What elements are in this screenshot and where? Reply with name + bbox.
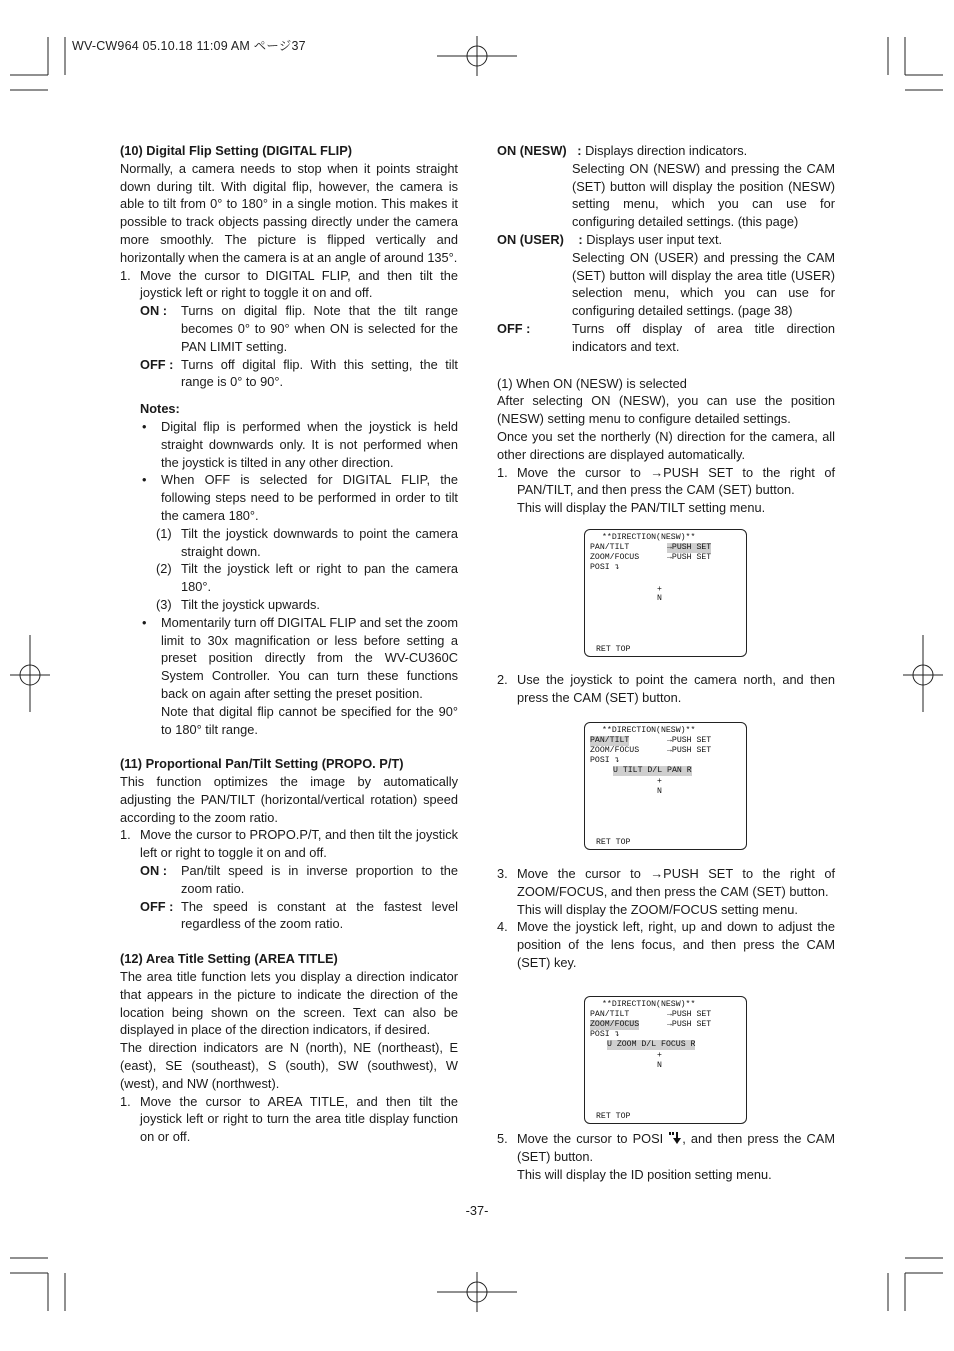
nesw-step-1 bbox=[497, 464, 835, 517]
menu-push-set-pan-tilt: →PUSH SET bbox=[667, 736, 712, 745]
step-number: 1. bbox=[120, 1093, 131, 1109]
nesw-step-5-block bbox=[497, 1130, 835, 1183]
step-number: 2. bbox=[497, 672, 508, 687]
section-12-title: (12) Area Title Setting (AREA TITLE) bbox=[120, 951, 338, 967]
note-text-extra: Note that digital flip cannot be specified for the 90° to 180° tilt range. bbox=[161, 703, 458, 737]
step-number: 1. bbox=[497, 464, 508, 480]
menu-item-zoom-focus: ZOOM/FOCUS bbox=[590, 746, 640, 755]
menu-push-set-zoom-focus: →PUSH SET bbox=[667, 746, 712, 755]
option-head: Displays user input text. bbox=[586, 231, 723, 247]
step-number: 3. bbox=[497, 866, 508, 881]
option-key: ON : bbox=[140, 303, 168, 319]
menu-item-zoom-focus: ZOOM/FOCUS bbox=[590, 553, 640, 562]
step-text: Use the joystick to point the camera north, and then press the CAM (SET) button. bbox=[517, 672, 835, 705]
center-cross: + bbox=[657, 585, 662, 594]
right-column bbox=[497, 142, 835, 517]
option-key: OFF : bbox=[140, 898, 174, 914]
menu-push-set-pan-tilt: →PUSH SET bbox=[667, 1010, 712, 1019]
menu-item-posi: POSI ↴ bbox=[590, 563, 620, 572]
section-12-intro-2: The direction indicators are N (north), NE (northeast), E (east), SE (southeast), S (south), SW (southwest), W (west), and NW (northwest). bbox=[120, 1040, 458, 1091]
digital-flip-off-option bbox=[120, 356, 458, 392]
direction-menu-screen-2 bbox=[584, 722, 747, 850]
menu-item-posi: POSI ↴ bbox=[590, 1030, 620, 1039]
option-key: ON (NESW) bbox=[497, 143, 567, 158]
center-cross: + bbox=[657, 777, 662, 786]
menu-push-set-zoom-focus: →PUSH SET bbox=[667, 553, 712, 562]
step-number: 4. bbox=[497, 919, 508, 935]
option-text: Turns on digital flip. Note that the tilt range becomes 0° to 90° when ON is selected for the PAN LIMIT setting. bbox=[181, 303, 458, 354]
area-title-off-option bbox=[497, 320, 835, 356]
note-substep bbox=[120, 596, 458, 614]
control-hint: U TILT D/L PAN R bbox=[613, 766, 692, 775]
note-text-main: Momentarily turn off DIGITAL FLIP and set the zoom limit to 30x magnification or less before setting a preset position directly from the WV-CU360C System Controller. You can turn these functions back on again after setting the preset position. bbox=[161, 614, 458, 701]
section-12-intro-1: The area title function lets you display a direction indicator that appears in the picture to indicate the direction of the location being shown on the screen. Text can also be displayed in place of the direction indicators, if desired. bbox=[120, 969, 458, 1038]
step-number: 5. bbox=[497, 1131, 508, 1146]
option-body: Selecting ON (NESW) and pressing the CAM (SET) button will display the position (NESW) setting menu, which you can use for configuring detailed settings. (this page) bbox=[572, 160, 835, 230]
bullet: • bbox=[142, 614, 147, 630]
nesw-step-2 bbox=[497, 671, 835, 707]
substep-text: Tilt the joystick left or right to pan the camera 180°. bbox=[181, 561, 458, 595]
substep-text: Tilt the joystick downwards to point the camera straight down. bbox=[181, 525, 458, 559]
note-substep bbox=[120, 560, 458, 596]
menu-item-zoom-focus: ZOOM/FOCUS bbox=[590, 1020, 640, 1029]
posi-arrow-icon bbox=[668, 1131, 682, 1145]
step-text-a: Move the cursor to POSI bbox=[517, 1131, 664, 1146]
menu-title: **DIRECTION(NESW)** bbox=[602, 533, 696, 542]
note-text bbox=[161, 614, 458, 739]
print-header: WV-CW964 05.10.18 11:09 AM ページ37 bbox=[72, 39, 306, 53]
step-body bbox=[517, 1130, 835, 1183]
nesw-step-2-block bbox=[497, 671, 835, 707]
menu-item-pan-tilt: PAN/TILT bbox=[590, 543, 630, 552]
substep-number: (3) bbox=[156, 596, 172, 612]
option-text: Turns off display of area title direction indicators and text. bbox=[572, 320, 835, 354]
step-text: Move the cursor to →PUSH SET to the right of ZOOM/FOCUS, and then press the CAM (SET) button. bbox=[517, 866, 835, 899]
option-head: Displays direction indicators. bbox=[585, 143, 748, 158]
option-text: Turns off digital flip. With this setting, the tilt range is 0° to 90°. bbox=[181, 356, 458, 390]
menu-item-posi: POSI ↴ bbox=[590, 756, 620, 765]
step-extra: This will display the ID position setting menu. bbox=[517, 1166, 772, 1182]
section-11-title: (11) Proportional Pan/Tilt Setting (PROPO. P/T) bbox=[120, 756, 404, 772]
substep-number: (1) bbox=[156, 525, 172, 541]
option-key: OFF : bbox=[497, 320, 531, 336]
nesw-step-3 bbox=[497, 865, 835, 918]
bullet: • bbox=[142, 418, 147, 434]
menu-footer: RET TOP bbox=[596, 1112, 631, 1121]
menu-push-set-zoom-focus: →PUSH SET bbox=[667, 1020, 712, 1029]
step-extra: This will display the ZOOM/FOCUS setting menu. bbox=[517, 901, 798, 917]
nesw-step-5 bbox=[497, 1130, 835, 1183]
control-hint: U ZOOM D/L FOCUS R bbox=[607, 1040, 696, 1049]
menu-push-set-pan-tilt: →PUSH SET bbox=[667, 543, 712, 552]
option-key: OFF : bbox=[140, 356, 174, 372]
notes-heading: Notes: bbox=[140, 401, 180, 417]
propo-off-option bbox=[120, 898, 458, 934]
menu-footer: RET TOP bbox=[596, 838, 631, 847]
step-text: Move the joystick left, right, up and down to adjust the position of the lens focus, and then press the CAM (SET) key. bbox=[517, 919, 835, 970]
note-substep bbox=[120, 525, 458, 561]
step-number: 1. bbox=[120, 267, 131, 283]
substep-number: (2) bbox=[156, 561, 172, 577]
menu-item-pan-tilt: PAN/TILT bbox=[590, 1010, 630, 1019]
case-title: (1) When ON (NESW) is selected bbox=[497, 375, 687, 391]
section-11-step-1 bbox=[120, 826, 458, 862]
page-number: -37- bbox=[465, 1203, 489, 1218]
option-colon: : bbox=[578, 231, 583, 247]
direction-menu-screen-1 bbox=[584, 529, 747, 657]
menu-item-pan-tilt: PAN/TILT bbox=[590, 736, 630, 745]
note-text: When OFF is selected for DIGITAL FLIP, the following steps need to be performed in order to tilt the camera 180°. bbox=[161, 472, 458, 523]
north-indicator: N bbox=[657, 1061, 662, 1070]
step-body bbox=[517, 865, 835, 918]
menu-footer: RET TOP bbox=[596, 645, 631, 654]
option-text: The speed is constant at the fastest level regardless of the zoom ratio. bbox=[181, 898, 458, 932]
digital-flip-on-option bbox=[120, 302, 458, 355]
section-10-title: (10) Digital Flip Setting (DIGITAL FLIP) bbox=[120, 143, 352, 158]
case-intro-2: Once you set the northerly (N) direction for the camera, all other directions are displayed automatically. bbox=[497, 428, 835, 462]
nesw-step-3-4-block bbox=[497, 865, 835, 972]
section-10-intro: Normally, a camera needs to stop when it points straight down during tilt. With digital flip, however, the camera is able to tilt from 0° to 180° in a single motion. This makes it possible to track objects passing directly under the camera more smoothly. The picture is flipped vertically and horizontally when the camera is at an angle of around 135°. bbox=[120, 160, 458, 265]
case-intro-1: After selecting ON (NESW), you can use the position (NESW) setting menu to configure detailed settings. bbox=[497, 393, 835, 427]
area-title-on-user-option bbox=[497, 231, 835, 320]
step-body bbox=[517, 464, 835, 517]
step-extra: This will display the PAN/TILT setting menu. bbox=[517, 500, 766, 516]
nesw-step-4 bbox=[497, 918, 835, 971]
step-number: 1. bbox=[120, 827, 131, 843]
option-key: ON : bbox=[140, 863, 168, 879]
option-text: Pan/tilt speed is in inverse proportion to the zoom ratio. bbox=[181, 863, 458, 896]
note-item bbox=[120, 418, 458, 471]
direction-menu-screen-3 bbox=[584, 996, 747, 1124]
step-text-b: , and then press the CAM (SET) button. bbox=[517, 1131, 835, 1164]
step-text: Move the cursor to →PUSH SET to the right of PAN/TILT, and then press the CAM (SET) button. bbox=[517, 464, 835, 498]
section-12-step-1 bbox=[120, 1093, 458, 1146]
north-indicator: N bbox=[657, 594, 662, 603]
left-column bbox=[120, 142, 458, 1146]
step-text: Move the cursor to PROPO.P/T, and then tilt the joystick left or right to toggle it on and off. bbox=[140, 827, 458, 861]
note-item bbox=[120, 614, 458, 739]
area-title-on-nesw-option bbox=[497, 142, 835, 231]
section-10-step-1 bbox=[120, 267, 458, 303]
option-key: ON (USER) bbox=[497, 231, 564, 247]
center-cross: + bbox=[657, 1051, 662, 1060]
propo-on-option bbox=[120, 862, 458, 898]
option-body: Selecting ON (USER) and pressing the CAM (SET) button will display the area title (USER) selection menu, which you can use for configuring detailed settings. (page 38) bbox=[572, 249, 835, 319]
step-text: Move the cursor to DIGITAL FLIP, and then tilt the joystick left or right to toggle it on and off. bbox=[140, 267, 458, 301]
substep-text: Tilt the joystick upwards. bbox=[181, 596, 320, 612]
menu-title: **DIRECTION(NESW)** bbox=[602, 726, 696, 735]
bullet: • bbox=[142, 472, 147, 488]
option-colon: : bbox=[577, 143, 582, 158]
note-text: Digital flip is performed when the joystick is held straight downwards only. It is not performed when the joystick is tilted in any other direction. bbox=[161, 418, 458, 470]
step-text: Move the cursor to AREA TITLE, and then tilt the joystick left or right to turn the area title display function on or off. bbox=[140, 1093, 458, 1145]
menu-title: **DIRECTION(NESW)** bbox=[602, 1000, 696, 1009]
section-11-intro: This function optimizes the image by automatically adjusting the PAN/TILT (horizontal/vertical rotation) speed according to the zoom ratio. bbox=[120, 774, 458, 825]
note-item bbox=[120, 471, 458, 524]
north-indicator: N bbox=[657, 787, 662, 796]
